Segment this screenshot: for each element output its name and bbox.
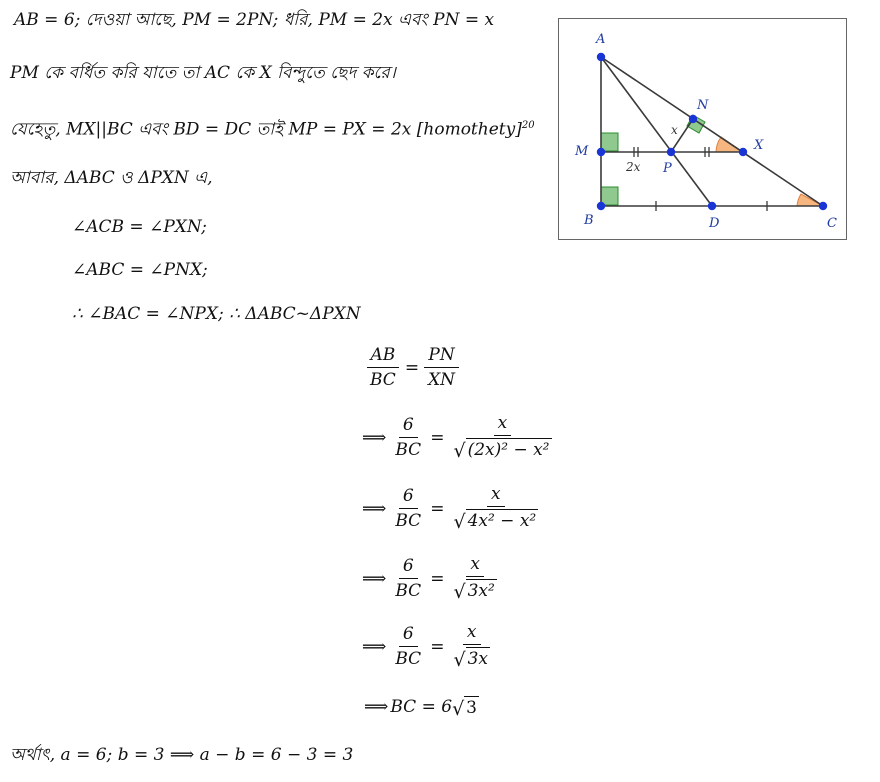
fraction-right: x √ 3x² bbox=[453, 554, 495, 603]
label-c: C bbox=[827, 216, 837, 231]
homothety-text: যেহেতু, MX||BC এবং BD = DC তাই MP = PX = 2x [homothety] bbox=[10, 119, 522, 140]
homothety-line bbox=[10, 116, 535, 140]
point-n bbox=[689, 115, 697, 123]
angle-abc-line: ∠ABC = ∠PNX; bbox=[72, 260, 208, 280]
label-mp-length: 2x bbox=[626, 160, 641, 174]
right-angle-m-marker bbox=[601, 133, 618, 151]
equation-2: ⟹ $\frac{6}{BC}$ = x √ (2x)² − x² bbox=[360, 413, 559, 462]
point-x bbox=[739, 148, 747, 156]
fraction-left: $\frac{6}{BC}$ bbox=[395, 486, 422, 531]
conclusion-line: অর্থাৎ, a = 6; b = 3 ⟹ a − b = 6 − 3 = 3 bbox=[10, 745, 354, 765]
label-d: D bbox=[709, 216, 720, 231]
point-p bbox=[667, 148, 675, 156]
given-line: AB = 6; দেওয়া আছে, PM = 2PN; ধরি, PM = 2x এবং PN = x bbox=[14, 10, 495, 30]
point-c bbox=[819, 202, 827, 210]
label-pn-length: x bbox=[671, 123, 678, 137]
equation-4: ⟹ $\frac{6}{BC}$ = x √ 3x² bbox=[360, 554, 504, 603]
fraction-right: $\frac{PN}{XN}$ bbox=[424, 345, 459, 390]
footnote-ref: 20 bbox=[521, 120, 535, 131]
fraction-left: $\frac{6}{BC}$ bbox=[395, 415, 422, 460]
label-p: P bbox=[663, 161, 672, 176]
geometry-figure bbox=[558, 18, 847, 240]
segment-ad bbox=[601, 57, 712, 206]
point-a bbox=[597, 53, 605, 61]
label-m: M bbox=[575, 144, 589, 159]
point-b bbox=[597, 202, 605, 210]
right-angle-b-marker bbox=[601, 187, 618, 205]
label-n: N bbox=[697, 98, 709, 113]
fraction-right: x √ 3x bbox=[453, 622, 488, 671]
fraction-left: $\frac{6}{BC}$ bbox=[395, 624, 422, 669]
equation-1: $\frac{AB}{BC}$ = $\frac{PN}{XN}$ bbox=[363, 345, 462, 390]
label-a: A bbox=[596, 32, 606, 47]
equation-6: ⟹ BC = 6 √ 3 bbox=[364, 697, 477, 720]
extend-line: PM কে বর্ধিত করি যাতে তা AC কে X বিন্দুতে ছেদ করে। bbox=[10, 63, 396, 83]
fraction-left: $\frac{6}{BC}$ bbox=[395, 556, 422, 601]
fraction-right: x √ 4x² − x² bbox=[453, 484, 537, 533]
label-x: X bbox=[754, 138, 764, 153]
point-m bbox=[597, 148, 605, 156]
equation-5: ⟹ $\frac{6}{BC}$ = x √ 3x bbox=[360, 622, 497, 671]
triangles-line: আবার, ΔABC ও ΔPXN এ, bbox=[10, 168, 213, 188]
equation-3: ⟹ $\frac{6}{BC}$ = x √ 4x² − x² bbox=[360, 484, 545, 533]
angle-acb-line: ∠ACB = ∠PXN; bbox=[72, 217, 207, 237]
fraction-left: $\frac{AB}{BC}$ bbox=[366, 345, 400, 390]
label-b: B bbox=[584, 213, 594, 228]
similarity-line: ∴ ∠BAC = ∠NPX; ∴ ΔABC~ΔPXN bbox=[72, 304, 361, 324]
fraction-right: x √ (2x)² − x² bbox=[453, 413, 550, 462]
triangle-diagram bbox=[559, 19, 846, 239]
segment-ac bbox=[601, 57, 823, 206]
point-d bbox=[708, 202, 716, 210]
